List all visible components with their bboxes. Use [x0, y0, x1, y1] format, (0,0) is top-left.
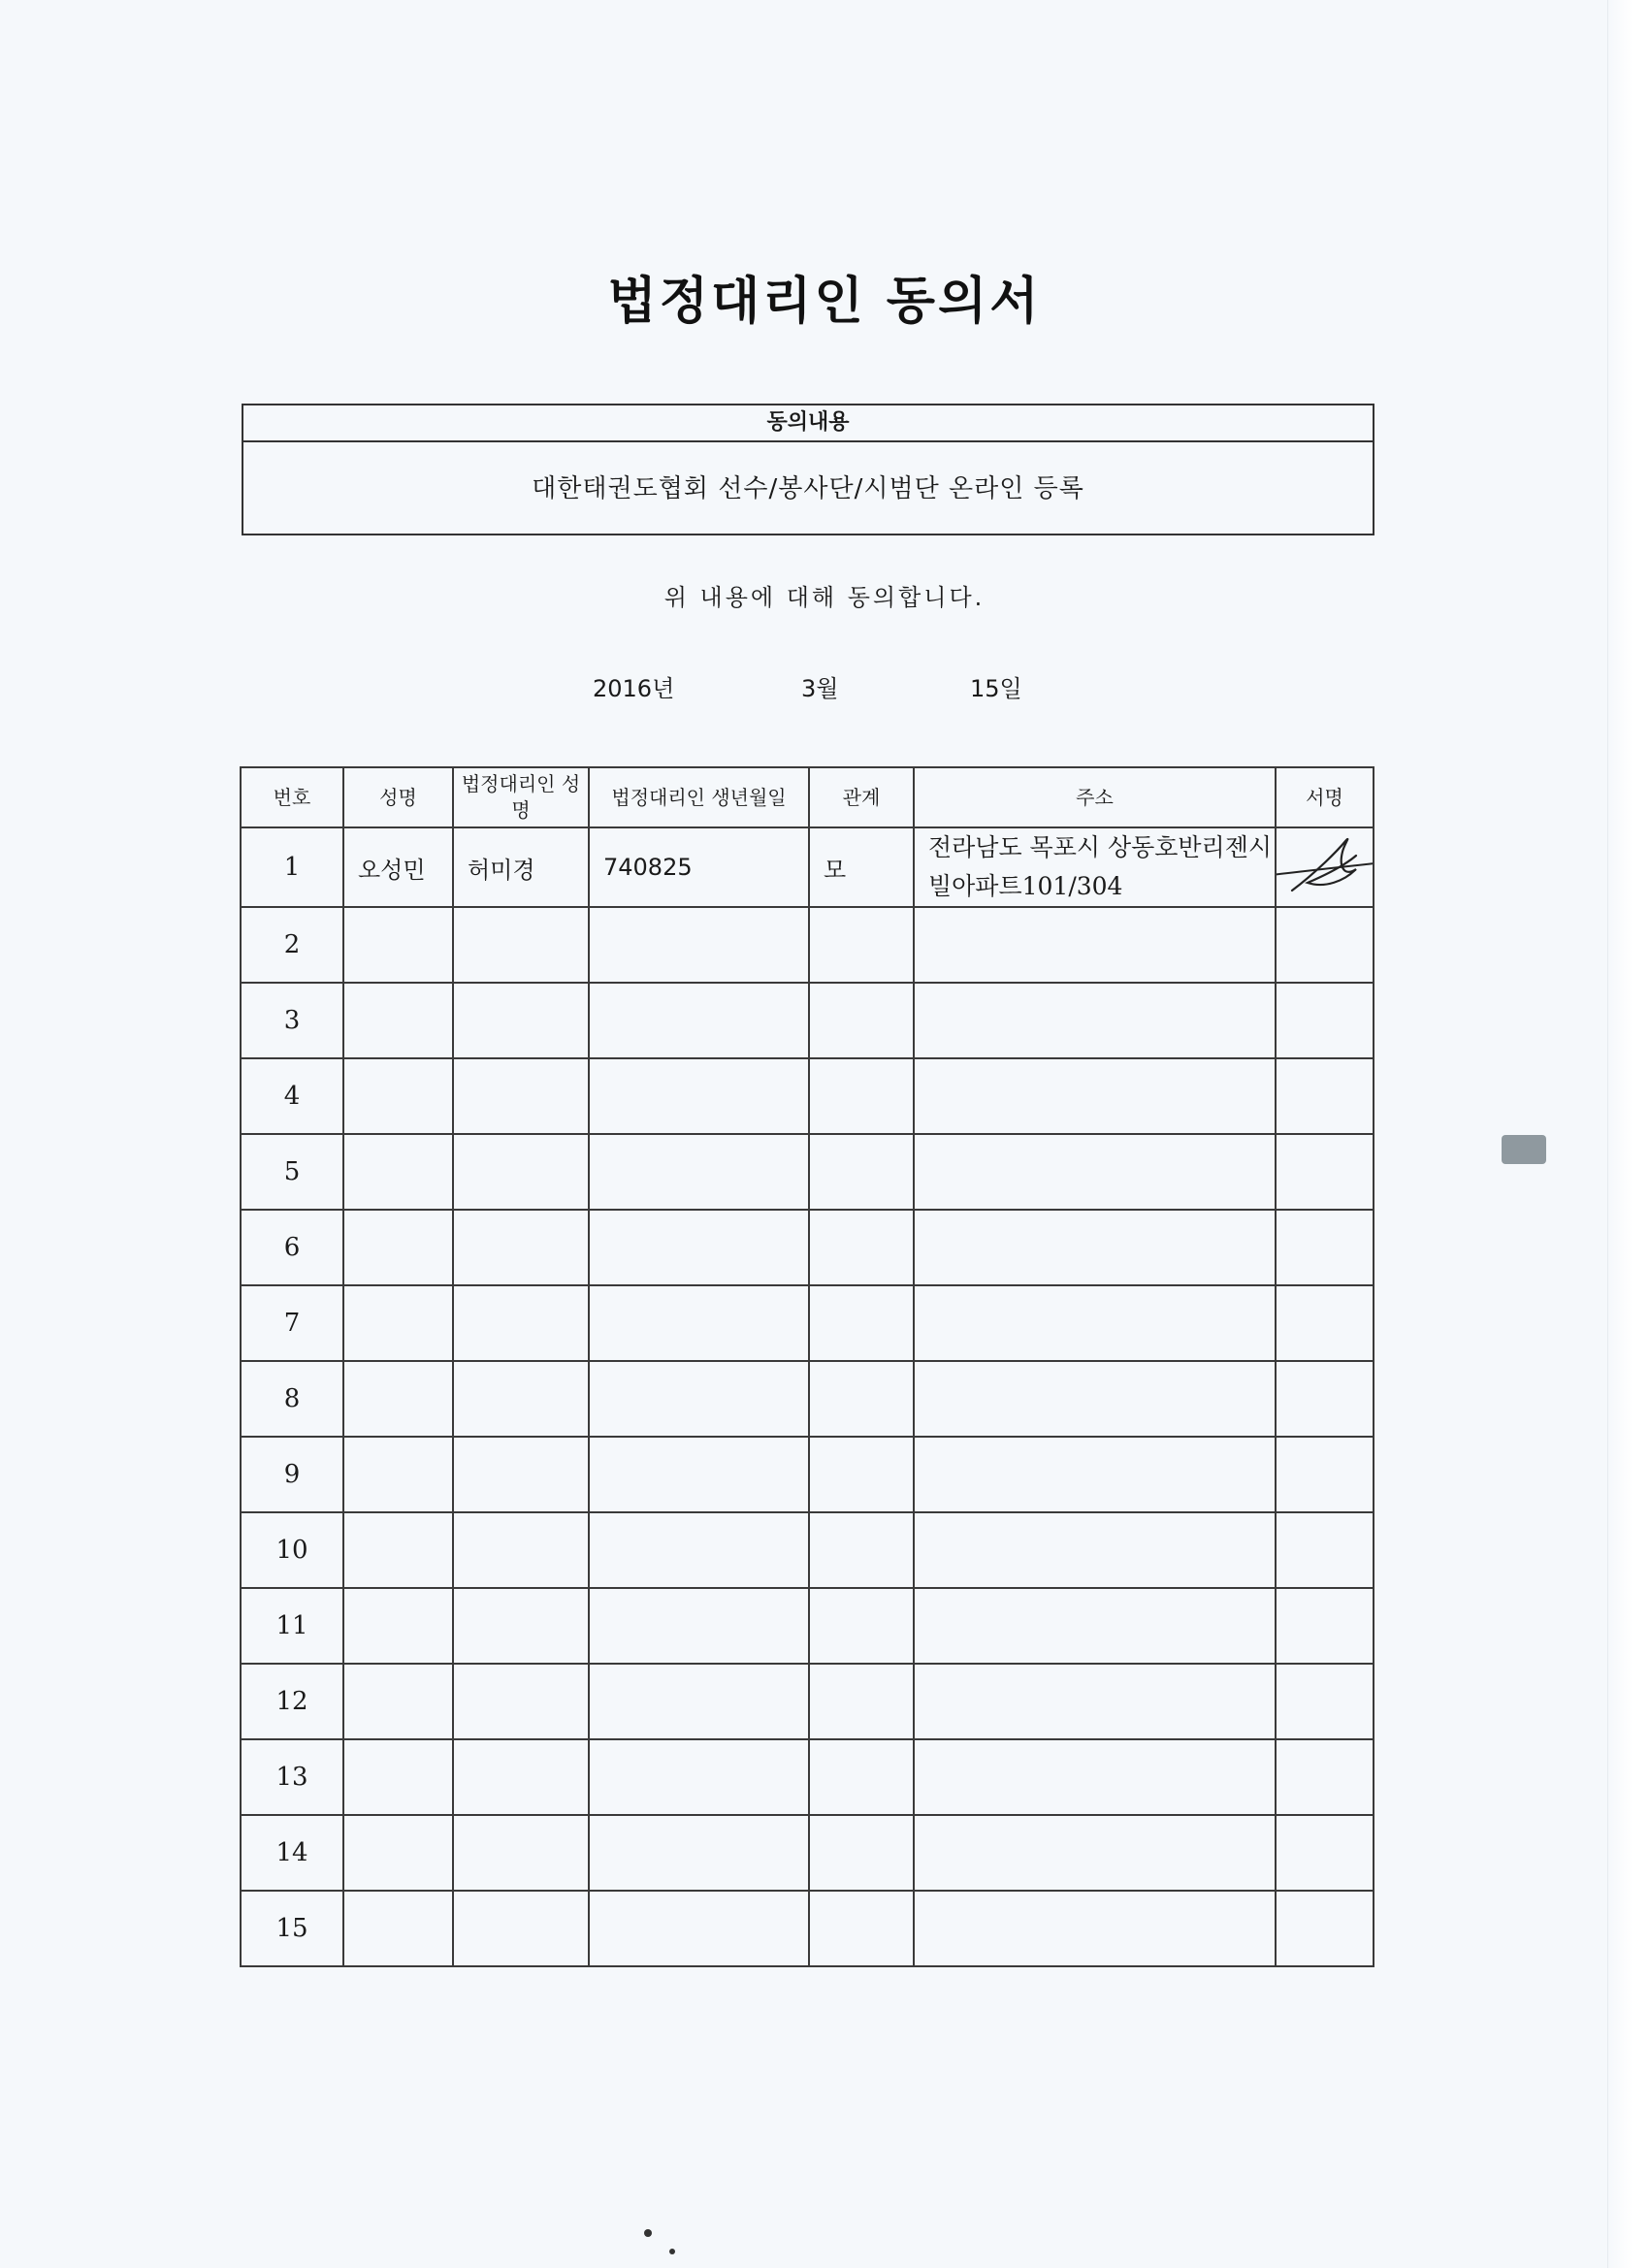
row-signature — [1276, 1512, 1374, 1588]
row-guardian-birth — [589, 1815, 809, 1891]
table-row — [241, 1285, 1374, 1361]
row-guardian-name — [453, 1891, 589, 1966]
page-title: 법정대리인 동의서 — [607, 273, 1042, 331]
row-name: 오성민 — [343, 827, 453, 907]
header-guardian-name: 법정대리인 성명 — [453, 767, 589, 827]
table-row — [241, 1739, 1374, 1815]
row-name — [343, 1815, 453, 1891]
row-guardian-birth — [589, 1134, 809, 1210]
table-row — [241, 827, 1374, 907]
table-row — [241, 1891, 1374, 1966]
row-guardian-birth — [589, 907, 809, 983]
row-number: 4 — [241, 1058, 343, 1134]
row-name — [343, 1210, 453, 1285]
row-relation — [809, 1361, 914, 1437]
row-guardian-birth — [589, 1437, 809, 1512]
row-number: 9 — [241, 1437, 343, 1512]
row-address — [914, 1512, 1276, 1588]
row-name — [343, 907, 453, 983]
row-name — [343, 1891, 453, 1966]
row-guardian-birth — [589, 983, 809, 1058]
row-signature — [1276, 1058, 1374, 1134]
row-address — [914, 1437, 1276, 1512]
row-relation — [809, 983, 914, 1058]
row-number: 15 — [241, 1891, 343, 1966]
row-number: 14 — [241, 1815, 343, 1891]
row-relation — [809, 1210, 914, 1285]
row-address — [914, 1210, 1276, 1285]
row-guardian-name — [453, 1815, 589, 1891]
row-guardian-birth — [589, 1285, 809, 1361]
row-relation — [809, 1058, 914, 1134]
row-relation — [809, 1285, 914, 1361]
header-signature: 서명 — [1276, 767, 1374, 827]
date-year: 2016년 — [593, 675, 675, 702]
row-signature — [1276, 1437, 1374, 1512]
guardian-table — [240, 766, 1374, 1967]
row-relation — [809, 1739, 914, 1815]
row-address — [914, 1815, 1276, 1891]
row-address — [914, 1739, 1276, 1815]
row-signature — [1276, 1134, 1374, 1210]
row-name — [343, 1512, 453, 1588]
row-signature — [1276, 1664, 1374, 1739]
row-signature — [1276, 1739, 1374, 1815]
row-guardian-name — [453, 1058, 589, 1134]
table-row — [241, 1134, 1374, 1210]
row-relation — [809, 1437, 914, 1512]
table-row — [241, 1437, 1374, 1512]
row-relation — [809, 1664, 914, 1739]
row-relation — [809, 1134, 914, 1210]
row-signature — [1276, 983, 1374, 1058]
row-name — [343, 1058, 453, 1134]
row-guardian-birth — [589, 1058, 809, 1134]
scan-speck — [644, 2229, 652, 2237]
table-row — [241, 1058, 1374, 1134]
row-name — [343, 1437, 453, 1512]
row-signature — [1276, 1815, 1374, 1891]
table-row — [241, 1588, 1374, 1664]
row-guardian-birth — [589, 1664, 809, 1739]
row-signature — [1276, 1210, 1374, 1285]
header-guardian-birth: 법정대리인 생년월일 — [589, 767, 809, 827]
row-name — [343, 1739, 453, 1815]
row-signature — [1276, 1285, 1374, 1361]
row-signature — [1276, 907, 1374, 983]
consent-statement: 위 내용에 대해 동의합니다. — [663, 584, 986, 611]
row-address — [914, 1134, 1276, 1210]
row-number: 7 — [241, 1285, 343, 1361]
consent-box — [242, 404, 1374, 535]
row-number: 8 — [241, 1361, 343, 1437]
row-guardian-name: 허미경 — [453, 827, 589, 907]
row-guardian-birth — [589, 1210, 809, 1285]
row-name — [343, 1588, 453, 1664]
row-guardian-birth — [589, 1739, 809, 1815]
row-signature — [1276, 1891, 1374, 1966]
table-row — [241, 1512, 1374, 1588]
row-guardian-name — [453, 1664, 589, 1739]
page-edge — [1607, 0, 1649, 2268]
row-number: 3 — [241, 983, 343, 1058]
row-relation — [809, 907, 914, 983]
row-guardian-birth — [589, 1361, 809, 1437]
row-number: 13 — [241, 1739, 343, 1815]
date-day: 15일 — [970, 675, 1022, 702]
row-address — [914, 1361, 1276, 1437]
row-relation — [809, 1891, 914, 1966]
row-guardian-name — [453, 1210, 589, 1285]
row-guardian-name — [453, 1739, 589, 1815]
row-signature — [1276, 827, 1374, 907]
row-address — [914, 1058, 1276, 1134]
table-row — [241, 1664, 1374, 1739]
row-guardian-name — [453, 907, 589, 983]
row-name — [343, 1361, 453, 1437]
row-name — [343, 1285, 453, 1361]
row-address: 전라남도 목포시 상동호반리젠시빌아파트101/304 — [914, 827, 1276, 907]
row-guardian-name — [453, 1588, 589, 1664]
row-guardian-birth — [589, 1891, 809, 1966]
row-relation — [809, 1588, 914, 1664]
row-guardian-name — [453, 1285, 589, 1361]
row-address — [914, 1588, 1276, 1664]
row-number: 5 — [241, 1134, 343, 1210]
row-guardian-birth — [589, 1512, 809, 1588]
consent-content: 대한태권도협회 선수/봉사단/시범단 온라인 등록 — [532, 474, 1084, 503]
row-address — [914, 1891, 1276, 1966]
row-number: 1 — [241, 827, 343, 907]
consent-header: 동의내용 — [243, 405, 1373, 442]
row-name — [343, 1664, 453, 1739]
header-no: 번호 — [241, 767, 343, 827]
header-address: 주소 — [914, 767, 1276, 827]
row-guardian-name — [453, 1512, 589, 1588]
table-row — [241, 1361, 1374, 1437]
row-number: 6 — [241, 1210, 343, 1285]
row-number: 11 — [241, 1588, 343, 1664]
row-guardian-birth: 740825 — [589, 827, 809, 907]
row-address — [914, 1285, 1276, 1361]
table-row — [241, 983, 1374, 1058]
row-number: 12 — [241, 1664, 343, 1739]
row-relation — [809, 1512, 914, 1588]
row-guardian-name — [453, 1134, 589, 1210]
row-address — [914, 983, 1276, 1058]
row-address — [914, 907, 1276, 983]
row-name — [343, 1134, 453, 1210]
row-address — [914, 1664, 1276, 1739]
row-relation: 모 — [809, 827, 914, 907]
table-row — [241, 1210, 1374, 1285]
row-signature — [1276, 1361, 1374, 1437]
row-guardian-name — [453, 983, 589, 1058]
row-number: 2 — [241, 907, 343, 983]
row-relation — [809, 1815, 914, 1891]
header-relation: 관계 — [809, 767, 914, 827]
header-name: 성명 — [343, 767, 453, 827]
date-month: 3월 — [801, 675, 839, 702]
row-number: 10 — [241, 1512, 343, 1588]
row-guardian-name — [453, 1437, 589, 1512]
scan-smudge — [1502, 1135, 1546, 1164]
table-header-row — [241, 767, 1374, 827]
table-row — [241, 1815, 1374, 1891]
row-signature — [1276, 1588, 1374, 1664]
row-guardian-name — [453, 1361, 589, 1437]
row-name — [343, 983, 453, 1058]
scan-speck — [669, 2249, 675, 2254]
table-row — [241, 907, 1374, 983]
signature-mark — [1276, 834, 1374, 902]
row-guardian-birth — [589, 1588, 809, 1664]
